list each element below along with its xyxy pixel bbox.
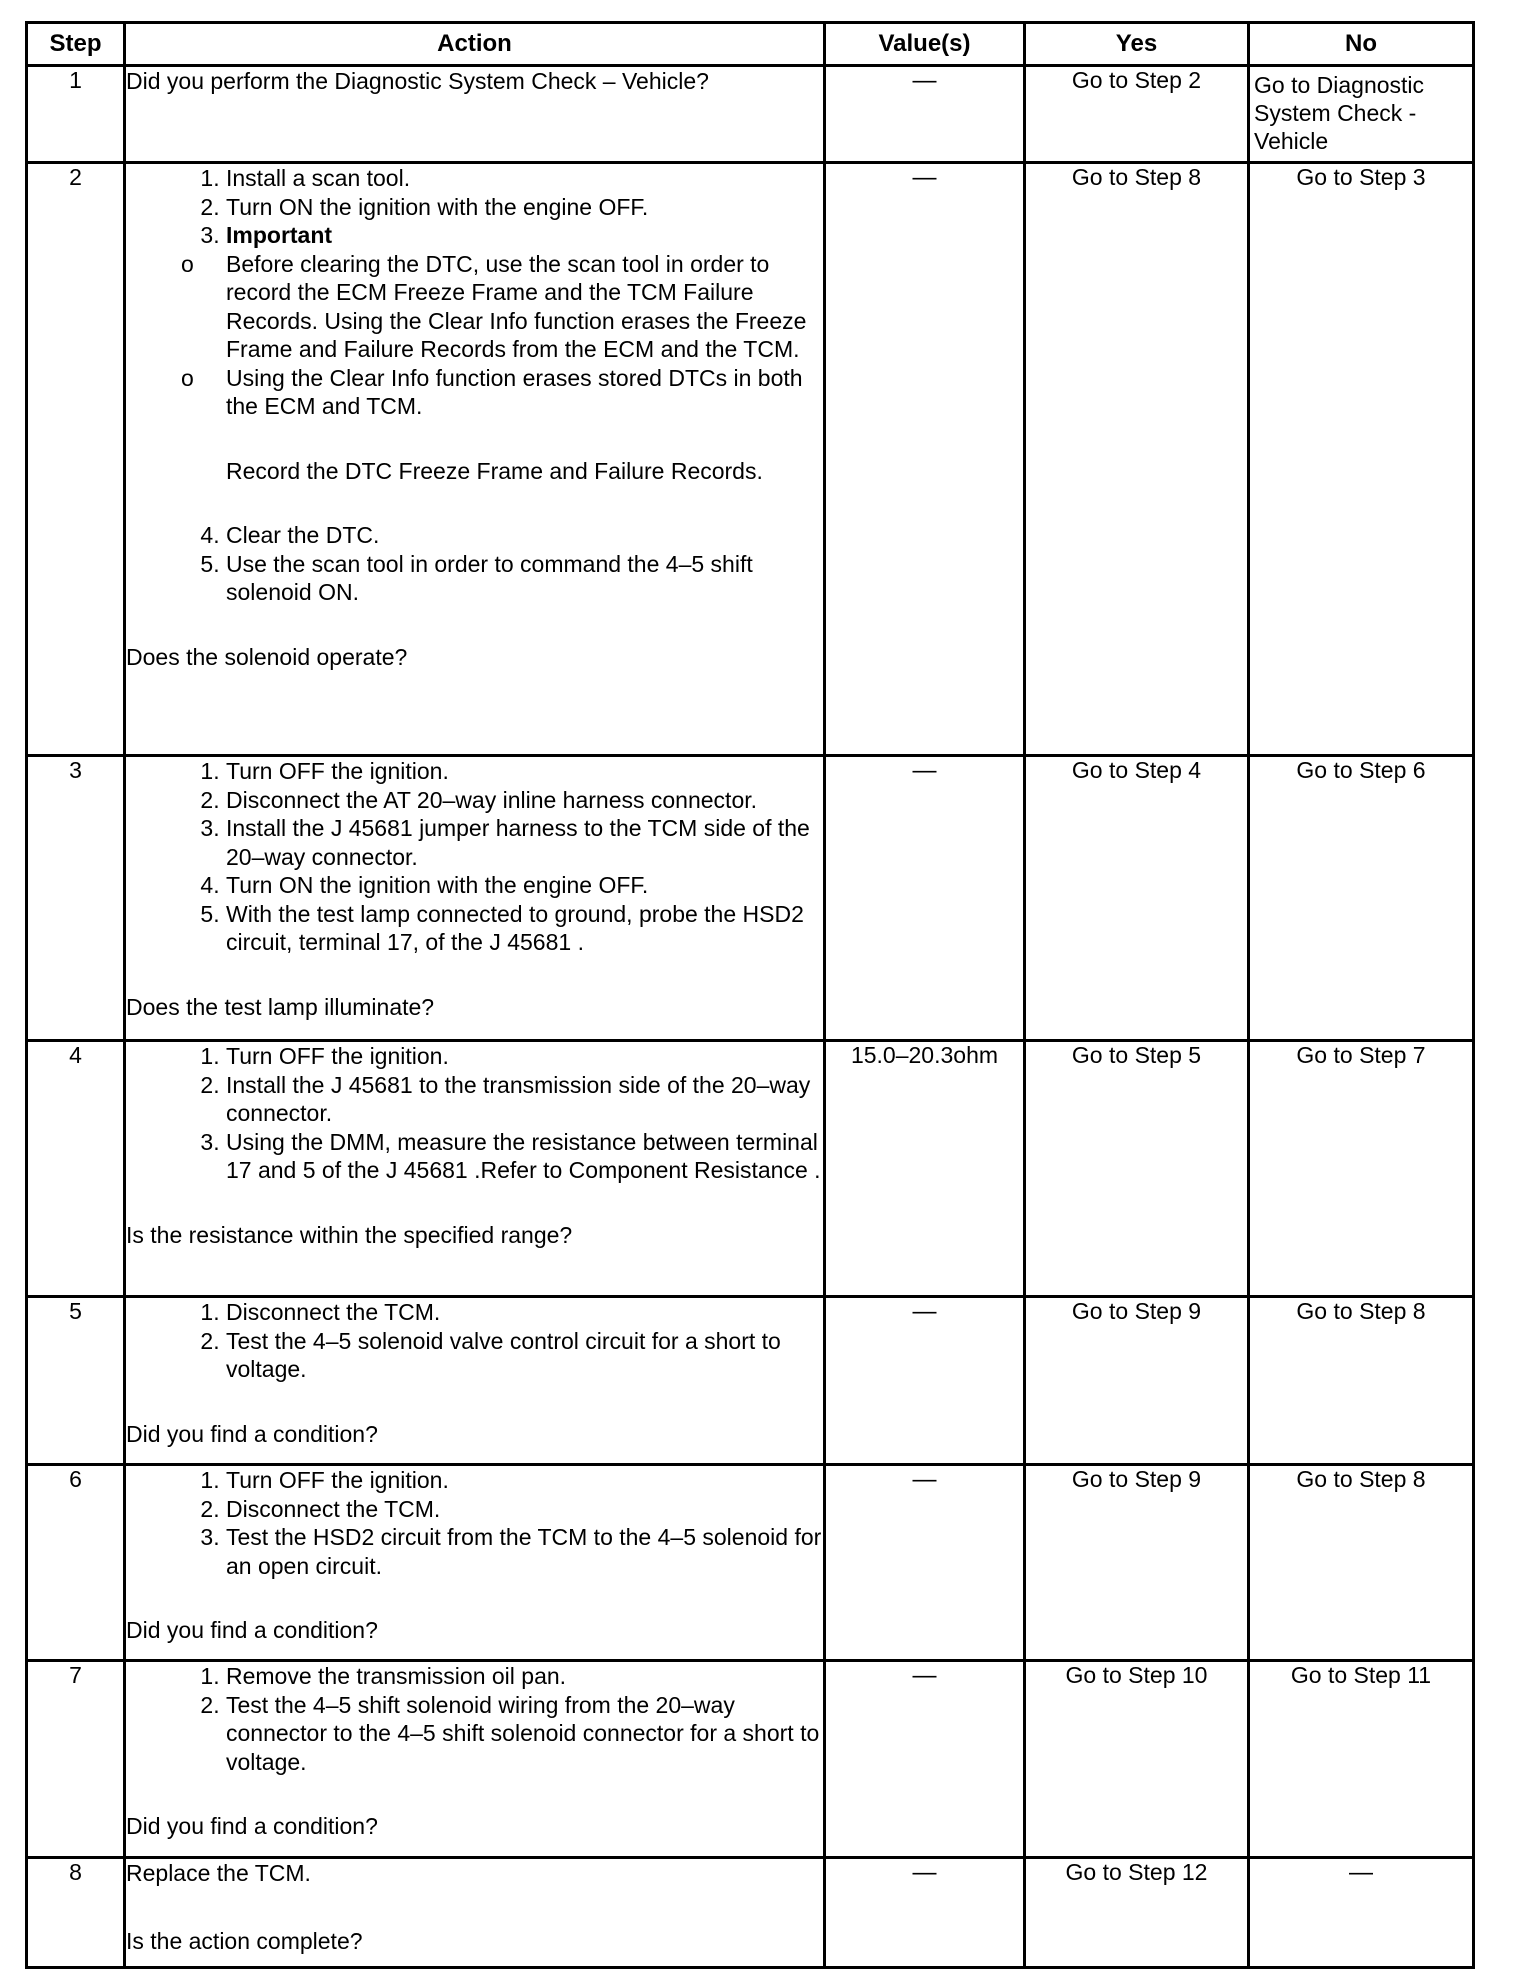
list-item: 1. Turn OFF the ignition. [226, 1042, 823, 1071]
record-note: Record the DTC Freeze Frame and Failure Records. [226, 457, 763, 484]
header-values: Value(s) [825, 23, 1025, 66]
action-text: Did you perform the Diagnostic System Check – Vehicle? [126, 68, 709, 94]
action-cell [125, 756, 825, 1041]
list-item: 3. Install the J 45681 jumper harness to the TCM side of the 20–way connector. [226, 814, 823, 871]
action-text: Replace the TCM. [126, 1860, 311, 1886]
list-item: 2. Test the 4–5 solenoid valve control circuit for a short to voltage. [226, 1327, 823, 1384]
yes-cell: Go to Step 12 [1025, 1858, 1249, 1968]
action-cell [125, 1297, 825, 1465]
yes-cell: Go to Step 4 [1025, 756, 1249, 1041]
value-cell: 15.0–20.3ohm [825, 1041, 1025, 1297]
step-number: 3 [27, 756, 125, 1041]
action-cell [125, 66, 825, 163]
list-item: 4. Clear the DTC. [226, 521, 823, 550]
list-item: 1. Turn OFF the ignition. [226, 1466, 823, 1495]
question-text: Did you find a condition? [126, 1420, 378, 1447]
value-cell: — [825, 756, 1025, 1041]
action-cell [125, 163, 825, 756]
action-cell [125, 1858, 825, 1968]
list-item: o Using the Clear Info function erases stored DTCs in both the ECM and TCM. [226, 364, 823, 421]
no-cell: Go to Step 3 [1249, 163, 1474, 756]
step-number: 2 [27, 163, 125, 756]
value-cell: — [825, 1297, 1025, 1465]
list-item: 2. Turn ON the ignition with the engine OFF. [226, 193, 823, 222]
table-row [27, 163, 1474, 756]
action-cell [125, 1661, 825, 1858]
no-cell: Go to Step 6 [1249, 756, 1474, 1041]
question-text: Does the test lamp illuminate? [126, 993, 435, 1020]
yes-cell: Go to Step 5 [1025, 1041, 1249, 1297]
no-cell: Go to Diagnostic System Check - Vehicle [1249, 66, 1474, 163]
header-no: No [1249, 23, 1474, 66]
action-cell [125, 1041, 825, 1297]
step-number: 6 [27, 1465, 125, 1661]
header-row [27, 23, 1474, 66]
list-item: o Before clearing the DTC, use the scan tool in order to record the ECM Freeze Frame and the TCM Failure Records. Using the Clear Info function erases the Freeze Frame and Failure Records from the ECM and the TCM. [226, 250, 823, 364]
yes-cell: Go to Step 9 [1025, 1297, 1249, 1465]
step-number: 5 [27, 1297, 125, 1465]
header-step: Step [27, 23, 125, 66]
no-cell: Go to Step 11 [1249, 1661, 1474, 1858]
step-number: 8 [27, 1858, 125, 1968]
no-cell: Go to Step 7 [1249, 1041, 1474, 1297]
header-yes: Yes [1025, 23, 1249, 66]
list-item: 1. Install a scan tool. [226, 164, 823, 193]
question-text: Did you find a condition? [126, 1813, 378, 1839]
important-notes [126, 250, 823, 421]
question-text: Did you find a condition? [126, 1617, 378, 1643]
question-text: Is the resistance within the specified range? [126, 1221, 573, 1248]
action-steps [126, 1042, 823, 1185]
question-text: Is the action complete? [126, 1928, 363, 1954]
list-item: 1. Turn OFF the ignition. [226, 757, 823, 786]
value-cell: — [825, 1661, 1025, 1858]
list-item: 2. Disconnect the AT 20–way inline harness connector. [226, 786, 823, 815]
table-row [27, 1297, 1474, 1465]
value-cell: — [825, 66, 1025, 163]
list-item: 4. Turn ON the ignition with the engine OFF. [226, 871, 823, 900]
step-number: 7 [27, 1661, 125, 1858]
list-item: 3. Using the DMM, measure the resistance between terminal 17 and 5 of the J 45681 .Refer to Component Resistance . [226, 1128, 823, 1185]
question-text: Does the solenoid operate? [126, 643, 408, 670]
action-steps [126, 521, 823, 607]
list-item: 5. With the test lamp connected to ground, probe the HSD2 circuit, terminal 17, of the J 45681 . [226, 900, 823, 957]
no-cell: — [1249, 1858, 1474, 1968]
yes-cell: Go to Step 2 [1025, 66, 1249, 163]
yes-cell: Go to Step 8 [1025, 163, 1249, 756]
table-row [27, 1041, 1474, 1297]
table-row [27, 66, 1474, 163]
table-row [27, 1465, 1474, 1661]
important-label: Important [226, 222, 333, 248]
value-cell: — [825, 163, 1025, 756]
action-steps [126, 1298, 823, 1384]
action-steps [126, 1662, 823, 1776]
step-number: 1 [27, 66, 125, 163]
value-cell: — [825, 1465, 1025, 1661]
table-row [27, 1858, 1474, 1968]
action-steps [126, 757, 823, 957]
list-item: 5. Use the scan tool in order to command the 4–5 shift solenoid ON. [226, 550, 823, 607]
action-steps [126, 1466, 823, 1580]
value-cell: — [825, 1858, 1025, 1968]
list-item: 2. Disconnect the TCM. [226, 1495, 823, 1524]
step-number: 4 [27, 1041, 125, 1297]
list-item: 1. Disconnect the TCM. [226, 1298, 823, 1327]
action-steps [126, 164, 823, 421]
diagnostic-table [25, 21, 1475, 1969]
header-action: Action [125, 23, 825, 66]
yes-cell: Go to Step 10 [1025, 1661, 1249, 1858]
no-cell: Go to Step 8 [1249, 1297, 1474, 1465]
action-cell [125, 1465, 825, 1661]
no-cell: Go to Step 8 [1249, 1465, 1474, 1661]
table-row [27, 756, 1474, 1041]
list-item: 2. Test the 4–5 shift solenoid wiring from the 20–way connector to the 4–5 shift solenoid connector for a short to voltage. [226, 1691, 823, 1777]
table-row [27, 1661, 1474, 1858]
list-item: 1. Remove the transmission oil pan. [226, 1662, 823, 1691]
list-item: 2. Install the J 45681 to the transmission side of the 20–way connector. [226, 1071, 823, 1128]
list-item [226, 221, 823, 421]
list-item: 3. Test the HSD2 circuit from the TCM to the 4–5 solenoid for an open circuit. [226, 1523, 823, 1580]
yes-cell: Go to Step 9 [1025, 1465, 1249, 1661]
